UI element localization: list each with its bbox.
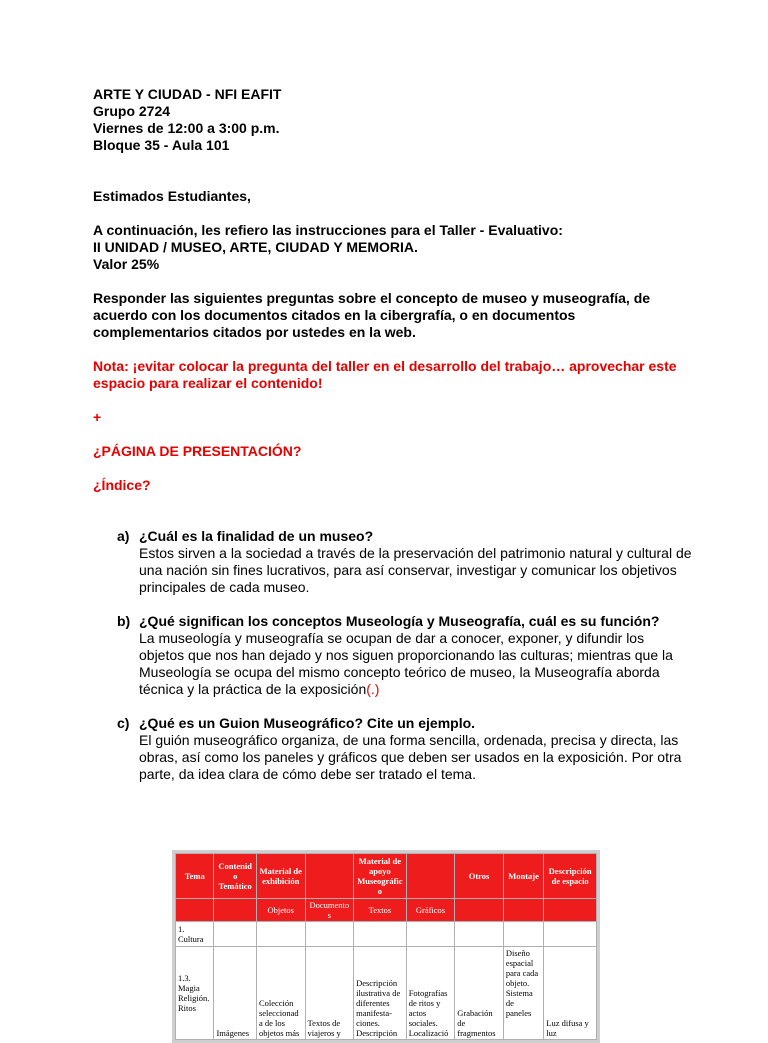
table-cell: Imágenes bbox=[214, 947, 257, 1040]
answer-text: La museología y museografía se ocupan de dar a conocer, exponer, y difundir los objetos que nos han dejado y nos siguen proporcionando las culturas; mientras que la Museología se ocupa del mismo concepto teórico de museo, la Museografía aborda técnica y la práctica de la exposición bbox=[139, 630, 673, 697]
table-cell: 1. Cultura bbox=[176, 922, 214, 947]
table-cell bbox=[544, 922, 597, 947]
table-subheader-cell: Gráficos bbox=[406, 899, 455, 922]
table-header-cell bbox=[305, 854, 354, 899]
presentation-page-heading: ¿PÁGINA DE PRESENTACIÓN? bbox=[93, 443, 302, 459]
table-header-cell: Montaje bbox=[503, 854, 543, 899]
table-cell: Colección seleccionad a de los objetos más bbox=[256, 947, 305, 1040]
question-letter: c) bbox=[117, 715, 130, 731]
table-header-cell bbox=[406, 854, 455, 899]
table-cell bbox=[256, 922, 305, 947]
table-subheader-cell: Objetos bbox=[256, 899, 305, 922]
museographic-script-table bbox=[172, 850, 600, 1043]
table-cell bbox=[503, 922, 543, 947]
question-letter: b) bbox=[117, 613, 131, 629]
table-subheader-cell: Documento s bbox=[305, 899, 354, 922]
table-cell: Diseño espacial para cada objeto. Sistema de paneles bbox=[503, 947, 543, 1040]
table-header-cell: Material de apoyo Museográfic o bbox=[354, 854, 407, 899]
note: Nota: ¡evitar colocar la pregunta del taller en el desarrollo del trabajo… aprovechar este espacio para realizar el contenido! bbox=[93, 358, 677, 391]
instructions: Responder las siguientes preguntas sobre el concepto de museo y museografía, de acuerdo con los documentos citados en la cibergrafía, o en documentos complementarios citados por ustedes en la web. bbox=[93, 290, 651, 340]
table-subheader-cell bbox=[176, 899, 214, 922]
course-location: Bloque 35 - Aula 101 bbox=[93, 137, 230, 153]
question-b bbox=[93, 613, 693, 698]
table-cell bbox=[305, 922, 354, 947]
course-group: Grupo 2724 bbox=[93, 103, 171, 119]
table-cell: Fotografías de ritos y actos sociales. Localizació bbox=[406, 947, 455, 1040]
greeting: Estimados Estudiantes, bbox=[93, 188, 251, 204]
answer-suffix: (.) bbox=[366, 681, 380, 697]
table-cell bbox=[406, 922, 455, 947]
table-cell bbox=[455, 922, 504, 947]
table-subheader-row bbox=[176, 899, 597, 922]
script-table bbox=[175, 853, 597, 1040]
table-cell: Descripción ilustrativa de diferentes manifesta- ciones. Descripción bbox=[354, 947, 407, 1040]
table-header-cell: Descripción de espacio bbox=[544, 854, 597, 899]
question-a bbox=[93, 528, 693, 596]
table-cell bbox=[214, 922, 257, 947]
course-schedule: Viernes de 12:00 a 3:00 p.m. bbox=[93, 120, 280, 136]
table-header-row bbox=[176, 854, 597, 899]
table-cell: 1.3. Magia Religión. Ritos bbox=[176, 947, 214, 1040]
question-answer bbox=[139, 732, 693, 783]
question-c bbox=[93, 715, 693, 783]
value-percent: Valor 25% bbox=[93, 256, 160, 272]
index-heading: ¿Índice? bbox=[93, 477, 151, 493]
table-cell: Luz difusa y luz bbox=[544, 947, 597, 1040]
table-row bbox=[176, 947, 597, 1040]
plus-sign: + bbox=[93, 409, 102, 425]
table-subheader-cell bbox=[503, 899, 543, 922]
intro bbox=[93, 222, 693, 273]
table-subheader-cell bbox=[214, 899, 257, 922]
document-body bbox=[93, 86, 693, 800]
answer-text: El guión museográfico organiza, de una forma sencilla, ordenada, precisa y directa, las obras, así como los paneles y gráficos que deben ser usados en la exposición. Por otra parte, da idea clara de cómo debe ser tratado el tema. bbox=[139, 732, 682, 782]
question-letter: a) bbox=[117, 528, 130, 544]
table-header-cell: Otros bbox=[455, 854, 504, 899]
table-cell: Textos de viajeros y bbox=[305, 947, 354, 1040]
table-row bbox=[176, 922, 597, 947]
question-answer bbox=[139, 545, 693, 596]
course-header bbox=[93, 86, 693, 154]
table-header-cell: Contenid o Temático bbox=[214, 854, 257, 899]
question-title: ¿Qué es un Guion Museográfico? Cite un ejemplo. bbox=[139, 715, 476, 731]
course-title: ARTE Y CIUDAD - NFI EAFIT bbox=[93, 86, 282, 102]
question-title: ¿Cuál es la finalidad de un museo? bbox=[139, 528, 374, 544]
table-subheader-cell bbox=[455, 899, 504, 922]
intro-line: A continuación, les refiero las instrucciones para el Taller - Evaluativo: bbox=[93, 222, 563, 238]
table-header-cell: Material de exhibición bbox=[256, 854, 305, 899]
table-subheader-cell bbox=[544, 899, 597, 922]
table-cell: Grabación de fragmentos bbox=[455, 947, 504, 1040]
question-answer bbox=[139, 630, 693, 698]
table-subheader-cell: Textos bbox=[354, 899, 407, 922]
answer-text: Estos sirven a la sociedad a través de la preservación del patrimonio natural y cultural de una nación sin fines lucrativos, para así conservar, investigar y comunicar los objetivos principales de cada museo. bbox=[139, 545, 692, 595]
table-cell bbox=[354, 922, 407, 947]
question-title: ¿Qué significan los conceptos Museología y Museografía, cuál es su función? bbox=[139, 613, 660, 629]
table-header-cell: Tema bbox=[176, 854, 214, 899]
unit-title: II UNIDAD / MUSEO, ARTE, CIUDAD Y MEMORIA. bbox=[93, 239, 418, 255]
